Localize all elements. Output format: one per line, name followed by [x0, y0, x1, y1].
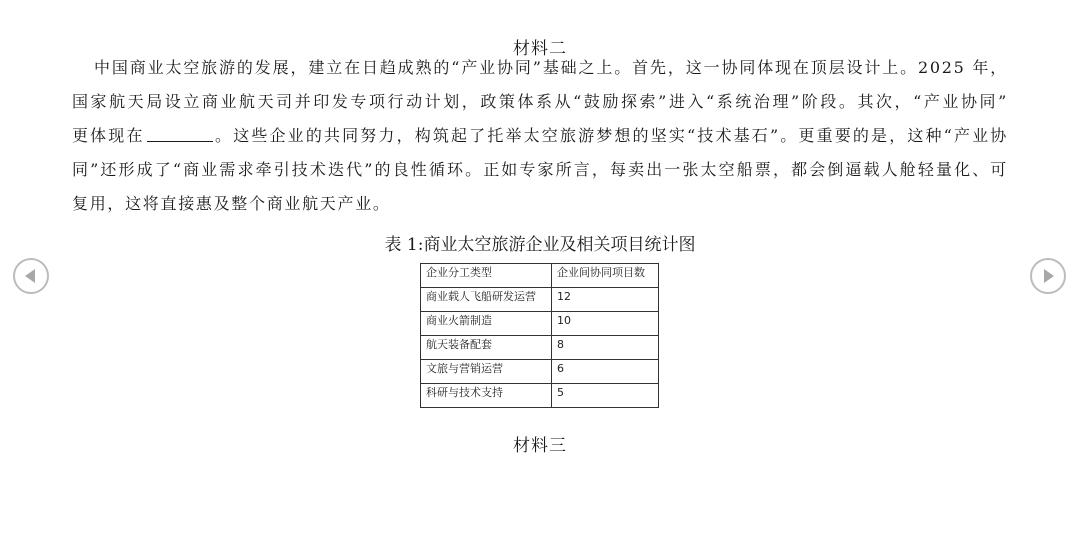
table-header-cell: 企业分工类型 — [421, 264, 552, 288]
table-row — [421, 384, 659, 408]
material-2-paragraph — [72, 51, 1008, 221]
table-header-cell: 企业间协同项目数 — [552, 264, 659, 288]
table-header-row — [421, 264, 659, 288]
statistics-table — [420, 263, 659, 408]
paragraph-line: 国家航天局设立商业航天司并印发专项行动计划，政策体系从“鼓励探索”进入“系统治理”阶段。其次，“产业协同” — [72, 92, 1008, 111]
paragraph-line: 同”还形成了“商业需求牵引技术迭代”的良性循环。正如专家所言，每卖出一张太空船票，都会倒逼载人舱轻量化、可 — [72, 160, 1008, 179]
table-caption: 表 1:商业太空旅游企业及相关项目统计图 — [384, 235, 696, 255]
paragraph-text: 更体现在 — [72, 126, 145, 145]
table-cell: 科研与技术支持 — [421, 384, 552, 408]
paragraph-line — [72, 119, 1008, 153]
table-row — [421, 288, 659, 312]
fill-in-blank — [147, 127, 213, 142]
material-3-heading: 材料三 — [513, 436, 567, 456]
table-cell: 5 — [552, 384, 659, 408]
next-page-button[interactable] — [1030, 258, 1066, 294]
chevron-left-circle-icon — [15, 260, 47, 292]
table-row — [421, 336, 659, 360]
table-row — [421, 360, 659, 384]
table-cell: 8 — [552, 336, 659, 360]
table-cell: 航天装备配套 — [421, 336, 552, 360]
table-cell: 12 — [552, 288, 659, 312]
table-cell: 文旅与营销运营 — [421, 360, 552, 384]
material-2-heading: 材料二 — [513, 39, 567, 59]
paragraph-text: 。这些企业的共同努力，构筑起了托举太空旅游梦想的坚实“技术基石”。更重要的是，这种“产业协 — [214, 126, 1008, 145]
previous-page-button[interactable] — [13, 258, 49, 294]
paragraph-line: 中国商业太空旅游的发展，建立在日趋成熟的“产业协同”基础之上。首先，这一协同体现在顶层设计上。2025 年， — [94, 58, 1008, 77]
table-row — [421, 312, 659, 336]
paragraph-line: 复用，这将直接惠及整个商业航天产业。 — [72, 194, 391, 213]
table-cell: 6 — [552, 360, 659, 384]
table-cell: 10 — [552, 312, 659, 336]
table-cell: 商业火箭制造 — [421, 312, 552, 336]
chevron-right-circle-icon — [1032, 260, 1064, 292]
table-cell: 商业载人飞船研发运营 — [421, 288, 552, 312]
